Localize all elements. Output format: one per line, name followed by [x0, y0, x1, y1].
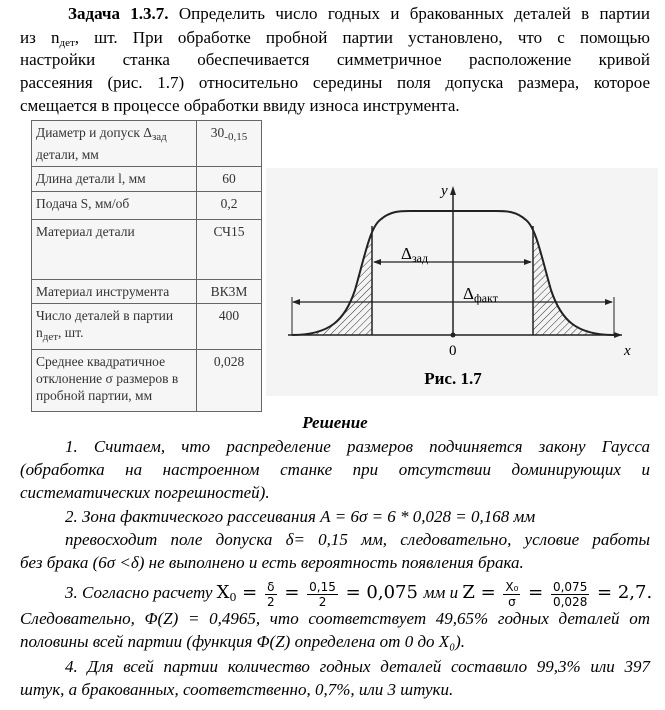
y-axis-label: y: [441, 183, 448, 199]
row-label: Диаметр и допуск $\Delta_{зад}$ детали, мм: [32, 121, 197, 167]
origin-point: [451, 333, 456, 338]
solution-p1-line: (обработка на настроенном станке при отсутствии доминирующих и: [20, 460, 650, 479]
task-line-5: смещается в процессе обработки ввиду износа инструмента.: [20, 96, 460, 115]
row-label: Материал детали: [32, 220, 197, 280]
task-text: , шт. При обработке пробной партии установлено, что с помощью: [74, 28, 650, 47]
row-value: ВК3М: [197, 280, 262, 304]
x-axis-label: x: [624, 343, 631, 359]
row-value: 0,2: [197, 192, 262, 220]
solution-p2-line: без брака (6σ <δ) не выполнено и есть вероятность появления брака.: [20, 553, 524, 572]
table-row: [32, 167, 262, 192]
delta-zad-label: Δзад: [401, 244, 429, 265]
table-row: [32, 121, 262, 167]
row-label: Среднее квадратичное отклонение σ размеров в пробной партии, мм: [32, 350, 197, 412]
parameters-table: [31, 120, 262, 412]
table-row: [32, 192, 262, 220]
table-row: [32, 220, 262, 280]
task-text: из n: [20, 28, 60, 47]
row-label: Подача S, мм/об: [32, 192, 197, 220]
row-label: Длина детали l, мм: [32, 167, 197, 192]
delta-fakt-label: Δфакт: [463, 284, 498, 305]
solution-p1-line: систематических погрешностей).: [20, 483, 270, 502]
row-label: Число деталей в партии $n_{дет}$, шт.: [32, 304, 197, 350]
table-row: [32, 350, 262, 412]
solution-p1-line: 1. Считаем, что распределение размеров подчиняется закону Гаусса: [65, 437, 650, 456]
table-row: [32, 304, 262, 350]
solution-p3-line: Следовательно, Φ(Z) = 0,4965, что соответствует 49,65% годных деталей от: [20, 609, 650, 628]
solution-p2-line: превосходит поле допуска δ= 0,15 мм, следовательно, условие работы: [65, 530, 650, 549]
table-row: [32, 280, 262, 304]
row-label: Материал инструмента: [32, 280, 197, 304]
solution-p2-line: 2. Зона фактического рассеивания А = 6σ = 6 * 0,028 = 0,168 мм: [65, 507, 536, 526]
task-line-3: настройки станка обеспечивается симметричное расположение кривой: [20, 50, 650, 69]
row-value: 60: [197, 167, 262, 192]
row-value: 400: [197, 304, 262, 350]
origin-label: 0: [449, 343, 457, 359]
row-value: СЧ15: [197, 220, 262, 280]
solution-p4-line: штук, а бракованных, соответственно, 0,7%, или 3 штуки.: [20, 680, 454, 699]
solution-p3-line: половины всей партии (функция Φ(Z) определена от 0 до X₀).: [20, 632, 466, 651]
figure-caption: Рис. 1.7: [424, 369, 482, 388]
task-line-1: [20, 4, 650, 24]
solution-title: Решение: [302, 413, 368, 432]
task-heading: Задача 1.3.7.: [68, 4, 169, 23]
task-line-4: рассеяния (рис. 1.7) относительно середины поля допуска размера, которое: [20, 73, 650, 92]
row-value: $30_{-0,15}$: [197, 121, 262, 167]
solution-p4-line: 4. Для всей партии количество годных деталей составило 99,3% или 397: [65, 657, 650, 676]
task-text: Определить число годных и бракованных деталей в партии: [168, 4, 650, 23]
distribution-figure: [266, 168, 658, 396]
solution-p3-formula: 3. Согласно расчету $X_0$ = $\frac{\delta}{2}$ = $\frac{0,15}{2}$ = 0,075 мм и Z = $\frac{\text{X₀}}{\sigma}$ = $\frac{0,075}{0,028}$ = 2,7.: [65, 579, 653, 609]
row-value: 0,028: [197, 350, 262, 412]
figure-background: [266, 168, 658, 396]
task-sub: дет: [59, 37, 75, 49]
